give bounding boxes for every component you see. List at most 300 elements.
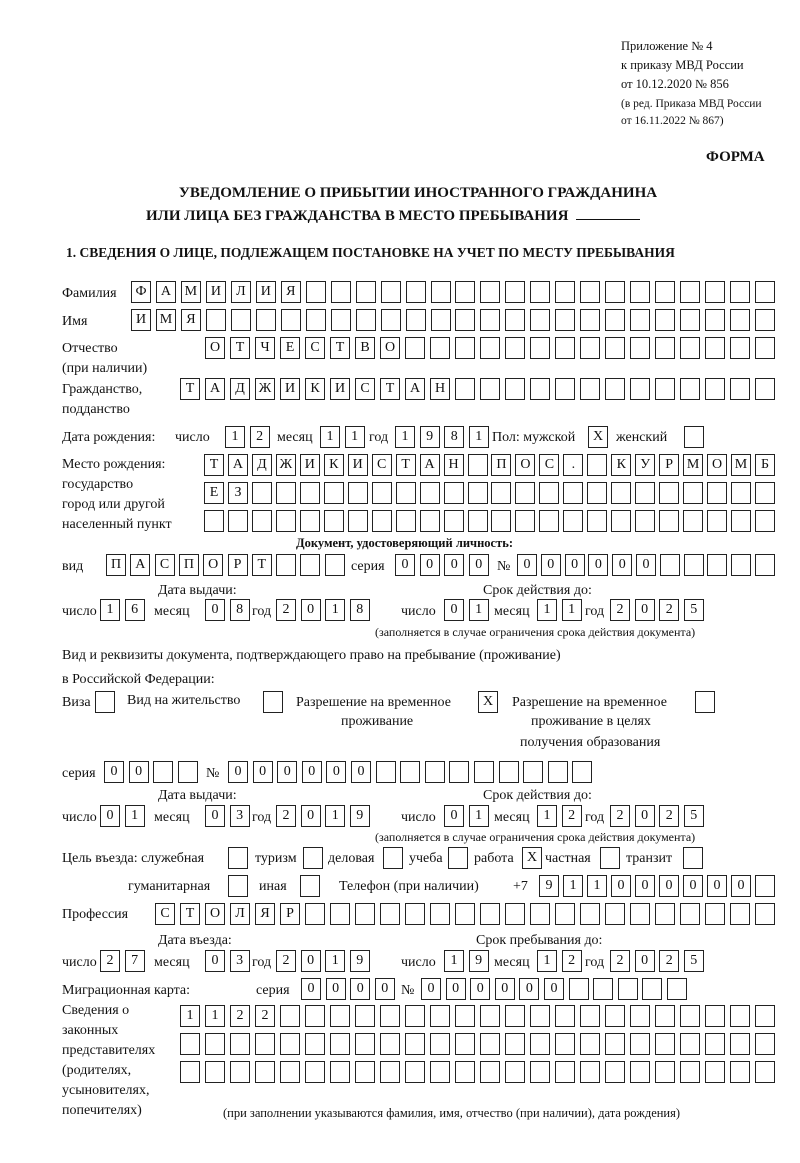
letter-cell[interactable] bbox=[356, 309, 376, 331]
letter-cell[interactable] bbox=[730, 1005, 750, 1027]
letter-cell[interactable] bbox=[580, 309, 600, 331]
letter-cell[interactable] bbox=[630, 378, 650, 400]
letter-cell[interactable] bbox=[707, 510, 727, 532]
letter-cell[interactable]: 0 bbox=[635, 875, 655, 897]
letter-cell[interactable] bbox=[755, 903, 775, 925]
letter-cell[interactable]: О bbox=[515, 454, 535, 476]
letter-cell[interactable] bbox=[587, 510, 607, 532]
letter-cell[interactable] bbox=[572, 761, 592, 783]
letter-cell[interactable] bbox=[580, 1005, 600, 1027]
letter-cell[interactable]: 0 bbox=[635, 805, 655, 827]
letter-cell[interactable] bbox=[444, 510, 464, 532]
letter-cell[interactable] bbox=[505, 378, 525, 400]
letter-cell[interactable]: Е bbox=[280, 337, 300, 359]
letter-cell[interactable] bbox=[705, 903, 725, 925]
letter-cell[interactable] bbox=[587, 482, 607, 504]
letter-cell[interactable]: М bbox=[683, 454, 703, 476]
letter-cell[interactable]: 0 bbox=[420, 554, 440, 576]
letter-cell[interactable]: П bbox=[179, 554, 199, 576]
letter-cell[interactable] bbox=[705, 309, 725, 331]
letter-cell[interactable] bbox=[680, 1061, 700, 1083]
letter-cell[interactable]: Т bbox=[252, 554, 272, 576]
letter-cell[interactable]: И bbox=[348, 454, 368, 476]
letter-cell[interactable]: X bbox=[478, 691, 498, 713]
letter-cell[interactable]: 2 bbox=[610, 950, 630, 972]
letter-cell[interactable]: 0 bbox=[326, 761, 346, 783]
letter-cell[interactable]: 1 bbox=[205, 1005, 225, 1027]
letter-cell[interactable]: 0 bbox=[395, 554, 415, 576]
letter-cell[interactable]: 1 bbox=[325, 599, 345, 621]
letter-cell[interactable] bbox=[325, 554, 345, 576]
letter-cell[interactable] bbox=[548, 761, 568, 783]
letter-cell[interactable]: А bbox=[420, 454, 440, 476]
letter-cell[interactable] bbox=[755, 281, 775, 303]
letter-cell[interactable] bbox=[180, 1033, 200, 1055]
letter-cell[interactable] bbox=[330, 903, 350, 925]
letter-cell[interactable] bbox=[380, 1061, 400, 1083]
letter-cell[interactable] bbox=[755, 1033, 775, 1055]
letter-cell[interactable] bbox=[405, 1005, 425, 1027]
letter-cell[interactable] bbox=[178, 761, 198, 783]
letter-cell[interactable] bbox=[280, 1061, 300, 1083]
letter-cell[interactable] bbox=[684, 426, 704, 448]
letter-cell[interactable] bbox=[396, 482, 416, 504]
letter-cell[interactable]: 1 bbox=[320, 426, 340, 448]
letter-cell[interactable] bbox=[376, 761, 396, 783]
letter-cell[interactable]: 1 bbox=[537, 950, 557, 972]
letter-cell[interactable]: 0 bbox=[205, 805, 225, 827]
letter-cell[interactable] bbox=[523, 761, 543, 783]
letter-cell[interactable] bbox=[655, 1033, 675, 1055]
letter-cell[interactable]: Я bbox=[181, 309, 201, 331]
letter-cell[interactable] bbox=[355, 1005, 375, 1027]
letter-cell[interactable] bbox=[730, 378, 750, 400]
letter-cell[interactable] bbox=[480, 378, 500, 400]
letter-cell[interactable]: 1 bbox=[537, 805, 557, 827]
letter-cell[interactable] bbox=[730, 309, 750, 331]
letter-cell[interactable]: Р bbox=[280, 903, 300, 925]
letter-cell[interactable]: 1 bbox=[125, 805, 145, 827]
letter-cell[interactable]: 0 bbox=[444, 805, 464, 827]
letter-cell[interactable]: 0 bbox=[469, 554, 489, 576]
letter-cell[interactable] bbox=[755, 875, 775, 897]
letter-cell[interactable] bbox=[372, 482, 392, 504]
letter-cell[interactable]: Е bbox=[204, 482, 224, 504]
letter-cell[interactable] bbox=[380, 1005, 400, 1027]
letter-cell[interactable]: Н bbox=[444, 454, 464, 476]
letter-cell[interactable]: С bbox=[155, 554, 175, 576]
letter-cell[interactable] bbox=[205, 1061, 225, 1083]
letter-cell[interactable] bbox=[680, 378, 700, 400]
letter-cell[interactable]: Б bbox=[755, 454, 775, 476]
letter-cell[interactable] bbox=[480, 903, 500, 925]
letter-cell[interactable] bbox=[455, 903, 475, 925]
letter-cell[interactable]: 2 bbox=[562, 950, 582, 972]
letter-cell[interactable] bbox=[491, 482, 511, 504]
letter-cell[interactable] bbox=[455, 1033, 475, 1055]
letter-cell[interactable] bbox=[630, 337, 650, 359]
letter-cell[interactable] bbox=[305, 1005, 325, 1027]
letter-cell[interactable]: 2 bbox=[250, 426, 270, 448]
letter-cell[interactable] bbox=[228, 847, 248, 869]
letter-cell[interactable] bbox=[406, 309, 426, 331]
letter-cell[interactable]: 8 bbox=[444, 426, 464, 448]
letter-cell[interactable] bbox=[468, 510, 488, 532]
letter-cell[interactable] bbox=[530, 1005, 550, 1027]
letter-cell[interactable] bbox=[324, 510, 344, 532]
letter-cell[interactable] bbox=[276, 482, 296, 504]
letter-cell[interactable] bbox=[705, 1033, 725, 1055]
letter-cell[interactable]: 1 bbox=[180, 1005, 200, 1027]
letter-cell[interactable]: Т bbox=[204, 454, 224, 476]
letter-cell[interactable]: 9 bbox=[539, 875, 559, 897]
letter-cell[interactable] bbox=[95, 691, 115, 713]
letter-cell[interactable] bbox=[348, 510, 368, 532]
letter-cell[interactable]: А bbox=[156, 281, 176, 303]
letter-cell[interactable]: 0 bbox=[444, 599, 464, 621]
letter-cell[interactable]: О bbox=[205, 903, 225, 925]
letter-cell[interactable] bbox=[605, 1061, 625, 1083]
letter-cell[interactable] bbox=[683, 847, 703, 869]
letter-cell[interactable]: М bbox=[731, 454, 751, 476]
letter-cell[interactable]: 1 bbox=[469, 599, 489, 621]
letter-cell[interactable] bbox=[655, 1061, 675, 1083]
letter-cell[interactable] bbox=[587, 454, 607, 476]
letter-cell[interactable]: 2 bbox=[255, 1005, 275, 1027]
letter-cell[interactable] bbox=[755, 482, 775, 504]
letter-cell[interactable] bbox=[605, 1033, 625, 1055]
letter-cell[interactable] bbox=[468, 454, 488, 476]
letter-cell[interactable]: 0 bbox=[611, 875, 631, 897]
letter-cell[interactable]: Т bbox=[330, 337, 350, 359]
letter-cell[interactable]: 2 bbox=[659, 805, 679, 827]
letter-cell[interactable] bbox=[705, 1061, 725, 1083]
letter-cell[interactable]: 0 bbox=[104, 761, 124, 783]
letter-cell[interactable]: 0 bbox=[446, 978, 466, 1000]
letter-cell[interactable] bbox=[680, 281, 700, 303]
letter-cell[interactable]: М bbox=[156, 309, 176, 331]
letter-cell[interactable] bbox=[330, 1061, 350, 1083]
letter-cell[interactable] bbox=[431, 281, 451, 303]
letter-cell[interactable] bbox=[505, 281, 525, 303]
letter-cell[interactable]: 0 bbox=[635, 950, 655, 972]
letter-cell[interactable] bbox=[405, 1061, 425, 1083]
letter-cell[interactable]: 0 bbox=[470, 978, 490, 1000]
letter-cell[interactable]: 0 bbox=[636, 554, 656, 576]
letter-cell[interactable]: Ф bbox=[131, 281, 151, 303]
letter-cell[interactable]: Я bbox=[255, 903, 275, 925]
letter-cell[interactable] bbox=[355, 903, 375, 925]
letter-cell[interactable] bbox=[405, 1033, 425, 1055]
letter-cell[interactable] bbox=[683, 510, 703, 532]
letter-cell[interactable]: И bbox=[330, 378, 350, 400]
letter-cell[interactable] bbox=[305, 1061, 325, 1083]
letter-cell[interactable]: 1 bbox=[587, 875, 607, 897]
letter-cell[interactable] bbox=[430, 1061, 450, 1083]
letter-cell[interactable] bbox=[680, 309, 700, 331]
letter-cell[interactable] bbox=[381, 281, 401, 303]
letter-cell[interactable] bbox=[630, 1005, 650, 1027]
letter-cell[interactable]: 9 bbox=[350, 805, 370, 827]
letter-cell[interactable]: 9 bbox=[420, 426, 440, 448]
letter-cell[interactable] bbox=[707, 554, 727, 576]
letter-cell[interactable] bbox=[491, 510, 511, 532]
letter-cell[interactable]: О bbox=[203, 554, 223, 576]
letter-cell[interactable] bbox=[555, 378, 575, 400]
letter-cell[interactable] bbox=[580, 1061, 600, 1083]
letter-cell[interactable] bbox=[420, 510, 440, 532]
letter-cell[interactable]: С bbox=[355, 378, 375, 400]
letter-cell[interactable] bbox=[580, 337, 600, 359]
letter-cell[interactable]: 8 bbox=[350, 599, 370, 621]
letter-cell[interactable] bbox=[555, 1061, 575, 1083]
letter-cell[interactable] bbox=[635, 510, 655, 532]
letter-cell[interactable] bbox=[555, 281, 575, 303]
letter-cell[interactable]: Р bbox=[659, 454, 679, 476]
letter-cell[interactable] bbox=[555, 309, 575, 331]
letter-cell[interactable] bbox=[430, 903, 450, 925]
letter-cell[interactable] bbox=[300, 510, 320, 532]
letter-cell[interactable] bbox=[430, 337, 450, 359]
letter-cell[interactable]: Т bbox=[396, 454, 416, 476]
letter-cell[interactable] bbox=[555, 903, 575, 925]
letter-cell[interactable]: 0 bbox=[495, 978, 515, 1000]
letter-cell[interactable]: 0 bbox=[588, 554, 608, 576]
letter-cell[interactable]: 1 bbox=[325, 950, 345, 972]
letter-cell[interactable] bbox=[252, 482, 272, 504]
letter-cell[interactable] bbox=[380, 903, 400, 925]
letter-cell[interactable] bbox=[206, 309, 226, 331]
letter-cell[interactable]: 1 bbox=[562, 599, 582, 621]
letter-cell[interactable] bbox=[480, 1005, 500, 1027]
letter-cell[interactable] bbox=[580, 903, 600, 925]
letter-cell[interactable]: Д bbox=[230, 378, 250, 400]
letter-cell[interactable]: Л bbox=[230, 903, 250, 925]
letter-cell[interactable] bbox=[630, 1061, 650, 1083]
letter-cell[interactable] bbox=[324, 482, 344, 504]
letter-cell[interactable] bbox=[300, 875, 320, 897]
letter-cell[interactable]: Н bbox=[430, 378, 450, 400]
letter-cell[interactable] bbox=[580, 1033, 600, 1055]
letter-cell[interactable]: 0 bbox=[277, 761, 297, 783]
letter-cell[interactable] bbox=[480, 1061, 500, 1083]
letter-cell[interactable] bbox=[530, 309, 550, 331]
letter-cell[interactable]: О bbox=[205, 337, 225, 359]
letter-cell[interactable] bbox=[505, 337, 525, 359]
letter-cell[interactable] bbox=[530, 378, 550, 400]
letter-cell[interactable] bbox=[655, 378, 675, 400]
letter-cell[interactable]: 1 bbox=[345, 426, 365, 448]
letter-cell[interactable] bbox=[611, 482, 631, 504]
letter-cell[interactable]: 0 bbox=[519, 978, 539, 1000]
letter-cell[interactable] bbox=[730, 903, 750, 925]
letter-cell[interactable]: 0 bbox=[350, 978, 370, 1000]
letter-cell[interactable] bbox=[655, 903, 675, 925]
letter-cell[interactable]: Ж bbox=[276, 454, 296, 476]
letter-cell[interactable] bbox=[256, 309, 276, 331]
letter-cell[interactable]: Ж bbox=[255, 378, 275, 400]
letter-cell[interactable] bbox=[330, 1033, 350, 1055]
letter-cell[interactable] bbox=[635, 482, 655, 504]
letter-cell[interactable]: 2 bbox=[610, 805, 630, 827]
letter-cell[interactable] bbox=[449, 761, 469, 783]
letter-cell[interactable]: 0 bbox=[421, 978, 441, 1000]
letter-cell[interactable] bbox=[305, 903, 325, 925]
letter-cell[interactable] bbox=[255, 1061, 275, 1083]
letter-cell[interactable] bbox=[530, 1061, 550, 1083]
letter-cell[interactable] bbox=[530, 337, 550, 359]
letter-cell[interactable] bbox=[468, 482, 488, 504]
letter-cell[interactable] bbox=[705, 337, 725, 359]
letter-cell[interactable]: 1 bbox=[563, 875, 583, 897]
letter-cell[interactable] bbox=[684, 554, 704, 576]
letter-cell[interactable]: П bbox=[491, 454, 511, 476]
letter-cell[interactable] bbox=[303, 847, 323, 869]
letter-cell[interactable] bbox=[539, 510, 559, 532]
letter-cell[interactable]: 0 bbox=[375, 978, 395, 1000]
letter-cell[interactable]: X bbox=[588, 426, 608, 448]
letter-cell[interactable] bbox=[580, 378, 600, 400]
letter-cell[interactable]: 2 bbox=[276, 599, 296, 621]
letter-cell[interactable] bbox=[600, 847, 620, 869]
letter-cell[interactable] bbox=[611, 510, 631, 532]
letter-cell[interactable] bbox=[655, 281, 675, 303]
letter-cell[interactable] bbox=[383, 847, 403, 869]
letter-cell[interactable] bbox=[555, 1005, 575, 1027]
letter-cell[interactable] bbox=[680, 1033, 700, 1055]
letter-cell[interactable]: 0 bbox=[301, 599, 321, 621]
letter-cell[interactable]: 8 bbox=[230, 599, 250, 621]
letter-cell[interactable]: 2 bbox=[562, 805, 582, 827]
letter-cell[interactable]: 0 bbox=[541, 554, 561, 576]
letter-cell[interactable] bbox=[755, 1005, 775, 1027]
letter-cell[interactable] bbox=[505, 309, 525, 331]
letter-cell[interactable]: 7 bbox=[125, 950, 145, 972]
letter-cell[interactable] bbox=[455, 1005, 475, 1027]
letter-cell[interactable] bbox=[480, 1033, 500, 1055]
letter-cell[interactable]: 0 bbox=[301, 950, 321, 972]
letter-cell[interactable]: 0 bbox=[444, 554, 464, 576]
letter-cell[interactable] bbox=[499, 761, 519, 783]
letter-cell[interactable] bbox=[530, 903, 550, 925]
letter-cell[interactable]: 3 bbox=[230, 950, 250, 972]
letter-cell[interactable]: 1 bbox=[444, 950, 464, 972]
letter-cell[interactable] bbox=[180, 1061, 200, 1083]
letter-cell[interactable] bbox=[331, 309, 351, 331]
letter-cell[interactable] bbox=[555, 1033, 575, 1055]
letter-cell[interactable]: 2 bbox=[276, 950, 296, 972]
letter-cell[interactable]: 2 bbox=[659, 950, 679, 972]
letter-cell[interactable] bbox=[280, 1005, 300, 1027]
letter-cell[interactable] bbox=[455, 337, 475, 359]
letter-cell[interactable]: . bbox=[563, 454, 583, 476]
letter-cell[interactable] bbox=[730, 1033, 750, 1055]
letter-cell[interactable]: О bbox=[380, 337, 400, 359]
letter-cell[interactable]: 0 bbox=[659, 875, 679, 897]
letter-cell[interactable]: 2 bbox=[659, 599, 679, 621]
letter-cell[interactable]: А bbox=[405, 378, 425, 400]
letter-cell[interactable] bbox=[580, 281, 600, 303]
letter-cell[interactable] bbox=[563, 482, 583, 504]
letter-cell[interactable]: 0 bbox=[683, 875, 703, 897]
letter-cell[interactable] bbox=[695, 691, 715, 713]
letter-cell[interactable]: 0 bbox=[205, 599, 225, 621]
letter-cell[interactable] bbox=[505, 1061, 525, 1083]
letter-cell[interactable] bbox=[355, 1061, 375, 1083]
letter-cell[interactable] bbox=[276, 510, 296, 532]
letter-cell[interactable] bbox=[755, 1061, 775, 1083]
letter-cell[interactable]: И bbox=[280, 378, 300, 400]
letter-cell[interactable] bbox=[569, 978, 589, 1000]
letter-cell[interactable]: Т bbox=[380, 378, 400, 400]
letter-cell[interactable] bbox=[680, 337, 700, 359]
letter-cell[interactable] bbox=[153, 761, 173, 783]
letter-cell[interactable]: К bbox=[611, 454, 631, 476]
letter-cell[interactable]: 1 bbox=[325, 805, 345, 827]
letter-cell[interactable] bbox=[705, 281, 725, 303]
letter-cell[interactable] bbox=[228, 510, 248, 532]
letter-cell[interactable] bbox=[205, 1033, 225, 1055]
letter-cell[interactable] bbox=[355, 1033, 375, 1055]
letter-cell[interactable]: 0 bbox=[301, 805, 321, 827]
letter-cell[interactable]: И bbox=[300, 454, 320, 476]
letter-cell[interactable]: П bbox=[106, 554, 126, 576]
letter-cell[interactable] bbox=[480, 337, 500, 359]
letter-cell[interactable] bbox=[659, 482, 679, 504]
letter-cell[interactable] bbox=[400, 761, 420, 783]
letter-cell[interactable]: В bbox=[355, 337, 375, 359]
letter-cell[interactable]: 0 bbox=[228, 761, 248, 783]
letter-cell[interactable] bbox=[515, 482, 535, 504]
letter-cell[interactable]: Р bbox=[228, 554, 248, 576]
letter-cell[interactable]: К bbox=[324, 454, 344, 476]
letter-cell[interactable] bbox=[263, 691, 283, 713]
letter-cell[interactable] bbox=[306, 309, 326, 331]
letter-cell[interactable] bbox=[730, 337, 750, 359]
letter-cell[interactable] bbox=[406, 281, 426, 303]
letter-cell[interactable] bbox=[605, 281, 625, 303]
letter-cell[interactable] bbox=[305, 1033, 325, 1055]
letter-cell[interactable] bbox=[755, 309, 775, 331]
letter-cell[interactable]: 0 bbox=[302, 761, 322, 783]
letter-cell[interactable] bbox=[425, 761, 445, 783]
letter-cell[interactable]: 2 bbox=[100, 950, 120, 972]
letter-cell[interactable] bbox=[505, 903, 525, 925]
letter-cell[interactable] bbox=[230, 1033, 250, 1055]
letter-cell[interactable]: Л bbox=[231, 281, 251, 303]
letter-cell[interactable] bbox=[605, 309, 625, 331]
letter-cell[interactable] bbox=[430, 1033, 450, 1055]
letter-cell[interactable] bbox=[731, 510, 751, 532]
letter-cell[interactable] bbox=[330, 1005, 350, 1027]
letter-cell[interactable]: 0 bbox=[326, 978, 346, 1000]
letter-cell[interactable]: 9 bbox=[469, 950, 489, 972]
letter-cell[interactable]: 0 bbox=[565, 554, 585, 576]
letter-cell[interactable] bbox=[204, 510, 224, 532]
letter-cell[interactable]: 1 bbox=[537, 599, 557, 621]
letter-cell[interactable] bbox=[605, 337, 625, 359]
letter-cell[interactable]: 3 bbox=[230, 805, 250, 827]
letter-cell[interactable]: И bbox=[206, 281, 226, 303]
letter-cell[interactable]: А bbox=[228, 454, 248, 476]
letter-cell[interactable] bbox=[396, 510, 416, 532]
letter-cell[interactable] bbox=[455, 281, 475, 303]
letter-cell[interactable] bbox=[731, 482, 751, 504]
letter-cell[interactable] bbox=[480, 281, 500, 303]
letter-cell[interactable] bbox=[380, 1033, 400, 1055]
letter-cell[interactable]: 0 bbox=[517, 554, 537, 576]
letter-cell[interactable]: Ч bbox=[255, 337, 275, 359]
